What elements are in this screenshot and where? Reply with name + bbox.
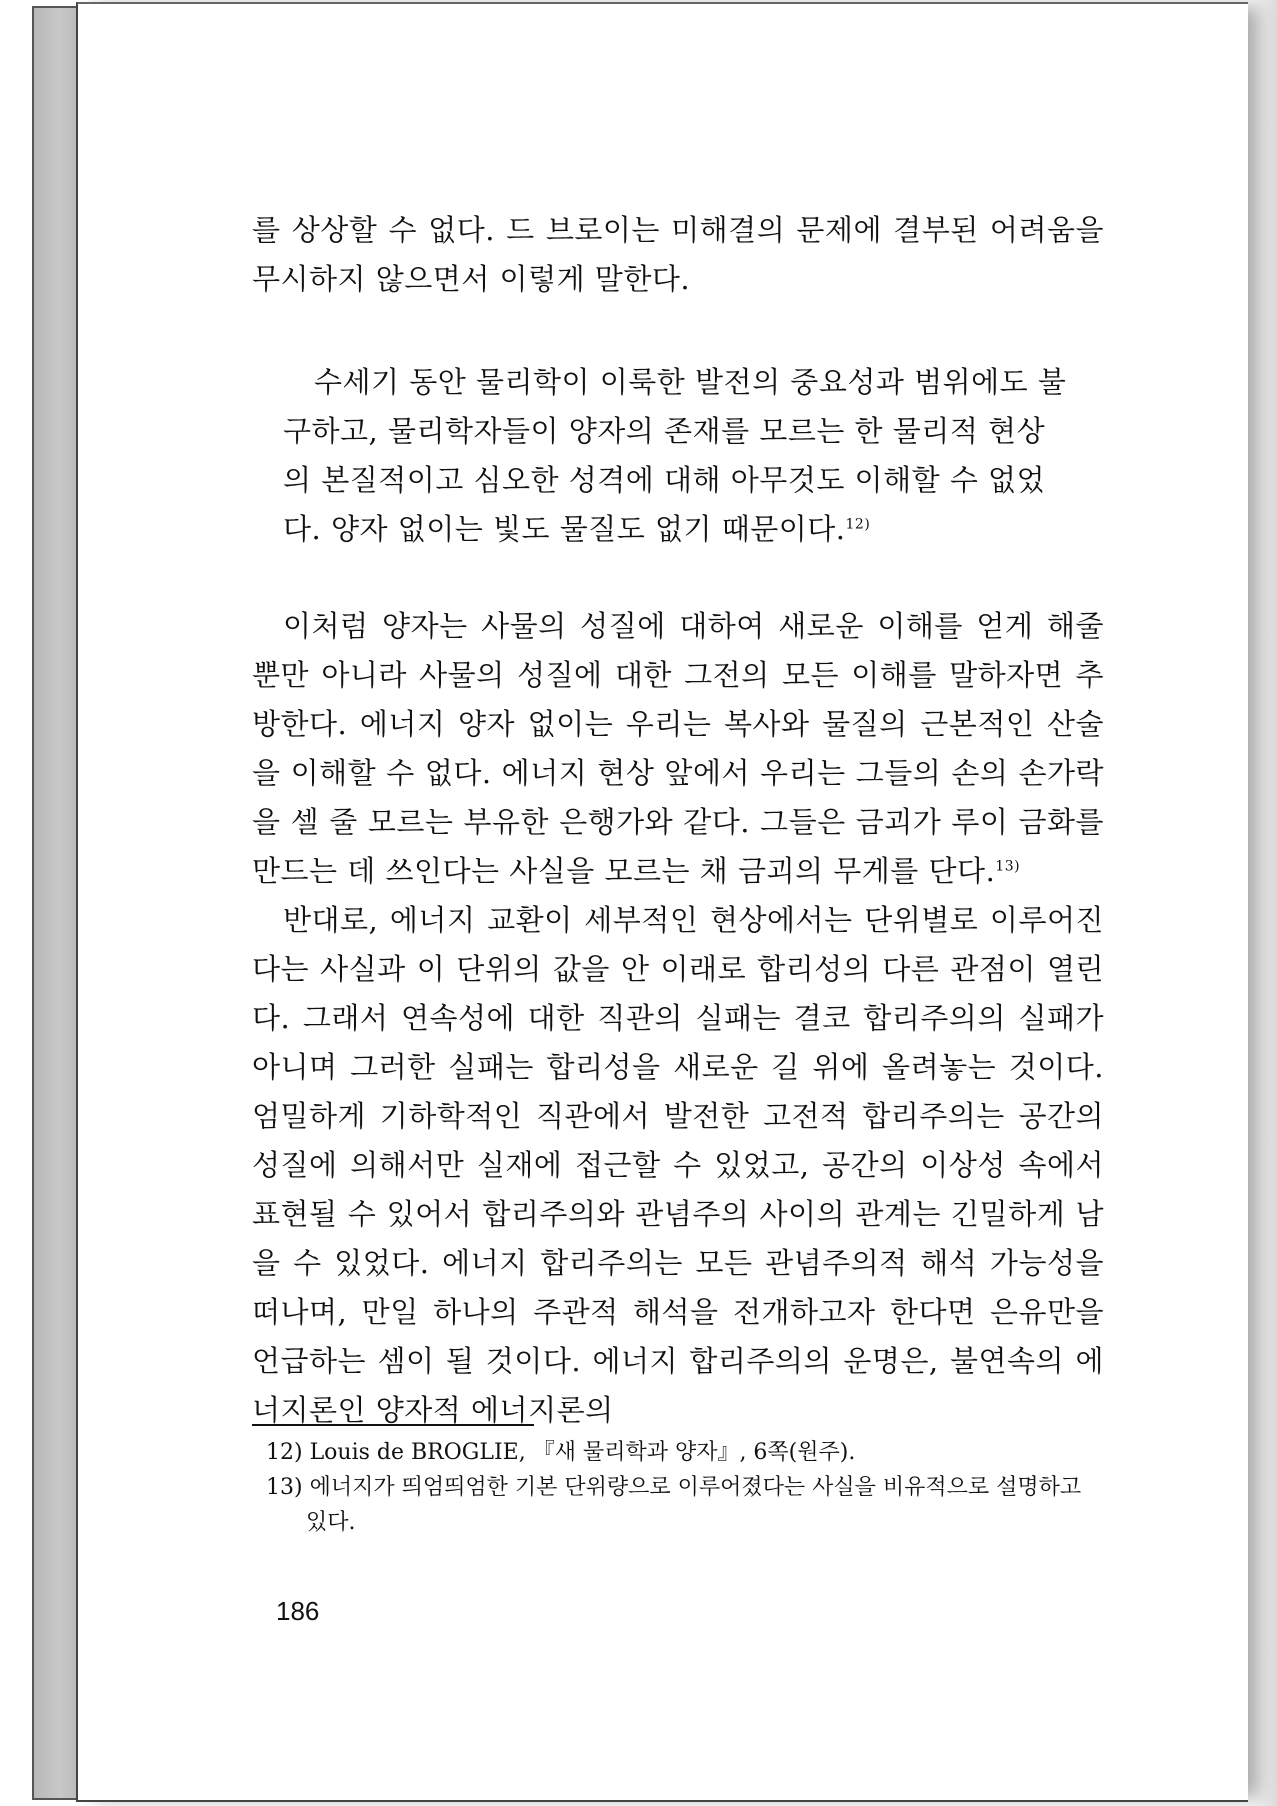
footnote-divider (252, 1424, 534, 1426)
footnote-12: 12) Louis de BROGLIE, 『새 물리학과 양자』, 6쪽(원주). (266, 1440, 856, 1465)
page-number: 186 (276, 1596, 320, 1626)
page-body (252, 206, 1104, 1435)
block-quote-text: 수세기 동안 물리학이 이룩한 발전의 중요성과 범위에도 불구하고, 물리학자들이 양자의 존재를 모르는 한 물리적 현상의 본질적이고 심오한 성격에 대해 아무것도 이해할 수 없었다. 양자 없이는 빛도 물질도 없기 때문이다. (283, 365, 1067, 546)
paragraph-continuation: 를 상상할 수 없다. 드 브로이는 미해결의 문제에 결부된 어려움을 무시하지 않으면서 이렇게 말한다. (252, 213, 1104, 296)
paragraph-text: 이처럼 양자는 사물의 성질에 대하여 새로운 이해를 얻게 해줄 뿐만 아니라 사물의 성질에 대한 그전의 모든 이해를 말하자면 추방한다. 에너지 양자 없이는 우리는 복사와 물질의 근본적인 산술을 이해할 수 없다. 에너지 현상 앞에서 우리는 그들의 손의 손가락을 셀 줄 모르는 부유한 은행가와 같다. 그들은 금괴가 루이 금화를 만드는 데 쓰인다는 사실을 모르는 채 금괴의 무게를 단다. (252, 609, 1104, 888)
footnote-13: 13) 에너지가 띄엄띄엄한 기본 단위량으로 이루어졌다는 사실을 비유적으로 설명하고 있다. (266, 1475, 1082, 1535)
footnotes (266, 1435, 1108, 1540)
page-edge-shadow (1247, 0, 1277, 1806)
paragraph-energy-rationalism: 반대로, 에너지 교환이 세부적인 현상에서는 단위별로 이루어진다는 사실과 이 단위의 값을 안 이래로 합리성의 다른 관점이 열린다. 그래서 연속성에 대한 직관의 실패는 결코 합리주의의 실패가 아니며 그러한 실패는 합리성을 새로운 길 위에 올려놓는 것이다. 엄밀하게 기하학적인 직관에서 발전한 고전적 합리주의는 공간의 성질에 의해서만 실재에 접근할 수 있었고, 공간의 이상성 속에서 표현될 수 있어서 합리주의와 관념주의 사이의 관계는 긴밀하게 남을 수 있었다. 에너지 합리주의는 모든 관념주의적 해석 가능성을 떠나며, 만일 하나의 주관적 해석을 전개하고자 한다면 은유만을 언급하는 셈이 될 것이다. 에너지 합리주의의 운명은, 불연속의 에너지론인 양자적 에너지론의 (252, 903, 1104, 1427)
book-spine (32, 6, 78, 1800)
paragraph-quantum-understanding (252, 602, 1104, 896)
footnote-ref-13[interactable]: 13) (995, 858, 1021, 875)
block-quote (283, 358, 1073, 554)
footnote-ref-12[interactable]: 12) (845, 516, 871, 533)
